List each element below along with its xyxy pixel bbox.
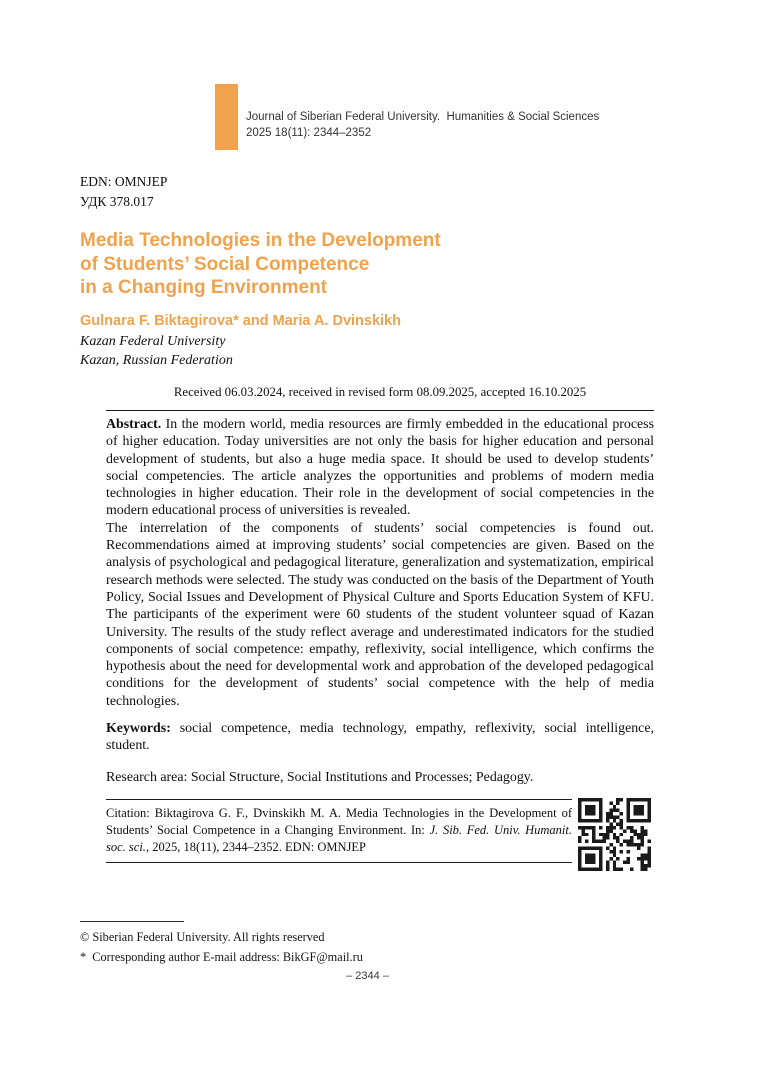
- affiliation: [80, 333, 233, 370]
- affiliation-city: Kazan, Russian Federation: [80, 352, 233, 368]
- footnotes: [80, 928, 363, 967]
- keywords-line: [106, 720, 654, 755]
- title-line: Media Technologies in the Development: [80, 230, 441, 251]
- keywords-label: Keywords:: [106, 721, 171, 737]
- edn-code: EDN: OMNJEP: [80, 174, 168, 189]
- article-history: Received 06.03.2024, received in revised form 08.09.2025, accepted 16.10.2025: [173, 385, 587, 399]
- journal-name: Journal of Siberian Federal University. Humanities & Social Sciences: [246, 111, 600, 123]
- abstract-section: [106, 416, 654, 786]
- udk-code: УДК 378.017: [80, 194, 154, 209]
- citation-prefix: Citation: Biktagirova G. F., Dvinskikh M. A. Media Technologies in the Development of Students’ Social Competence in a Changing Environment. In:: [106, 806, 572, 837]
- abstract-paragraph-2: The interrelation of the components of students’ social competencies is found out. Recommendations aimed at improving students’ social competencies are given. Based on the analysis of psychological and pedagogical literature, generalization and systematization, empirical research methods were selected. The study was conducted on the basis of the Department of Youth Policy, Social Issues and Development of Physical Culture and Sports Education System of KFU. The participants of the experiment were 60 students of the student volunteer squad of Kazan University. The results of the study reflect average and underestimated indicators for the studied components of social competence: empathy, reflexivity, social intelligence, which confirms the hypothesis about the need for developmental work and approbation of the developed pedagogical conditions for the development of students’ social competence with the help of media technologies.: [106, 520, 654, 709]
- article-codes: [80, 172, 167, 212]
- divider-abstract-top: [106, 410, 654, 411]
- abstract-label: Abstract.: [106, 417, 162, 432]
- page-number: – 2344 –: [346, 970, 389, 982]
- corresponding-author-line: * Corresponding author E-mail address: BikGF@mail.ru: [80, 949, 363, 964]
- qr-code: [578, 798, 651, 871]
- authors-line: Gulnara F. Biktagirova* and Maria A. Dvinskikh: [80, 313, 401, 329]
- accent-bar: [215, 84, 238, 150]
- keywords-text: social competence, media technology, empathy, reflexivity, social intelligence, student.: [106, 721, 654, 754]
- issue-info: 2025 18(11): 2344–2352: [246, 127, 372, 139]
- abstract-text-1: In the modern world, media resources are firmly embedded in the educational process of higher education. Today universities are not only the basis for higher education and personal development of students, but also a huge media space. It should be used to develop students’ social competencies. The article analyzes the opportunities and problems of modern media technologies in higher education. Their role in the development of social competencies in the modern educational process of universities is revealed.: [106, 417, 654, 519]
- title-line: in a Changing Environment: [80, 277, 328, 298]
- title-line: of Students’ Social Competence: [80, 253, 370, 275]
- footnote-divider: [80, 921, 184, 922]
- abstract-paragraph-1: [106, 416, 654, 520]
- copyright-line: © Siberian Federal University. All rights reserved: [80, 930, 325, 944]
- affiliation-university: Kazan Federal University: [80, 334, 226, 349]
- qr-code-image: [578, 798, 651, 871]
- article-title: [80, 229, 441, 300]
- journal-header: [246, 109, 686, 141]
- citation-block: [106, 799, 572, 863]
- research-area-line: Research area: Social Structure, Social Institutions and Processes; Pedagogy.: [106, 769, 534, 785]
- citation-journal-abbrev: J. Sib. Fed. Univ. Humanit. soc. sci.: [106, 823, 573, 854]
- citation-suffix: , 2025, 18(11), 2344–2352. EDN: OMNJEP: [145, 840, 366, 854]
